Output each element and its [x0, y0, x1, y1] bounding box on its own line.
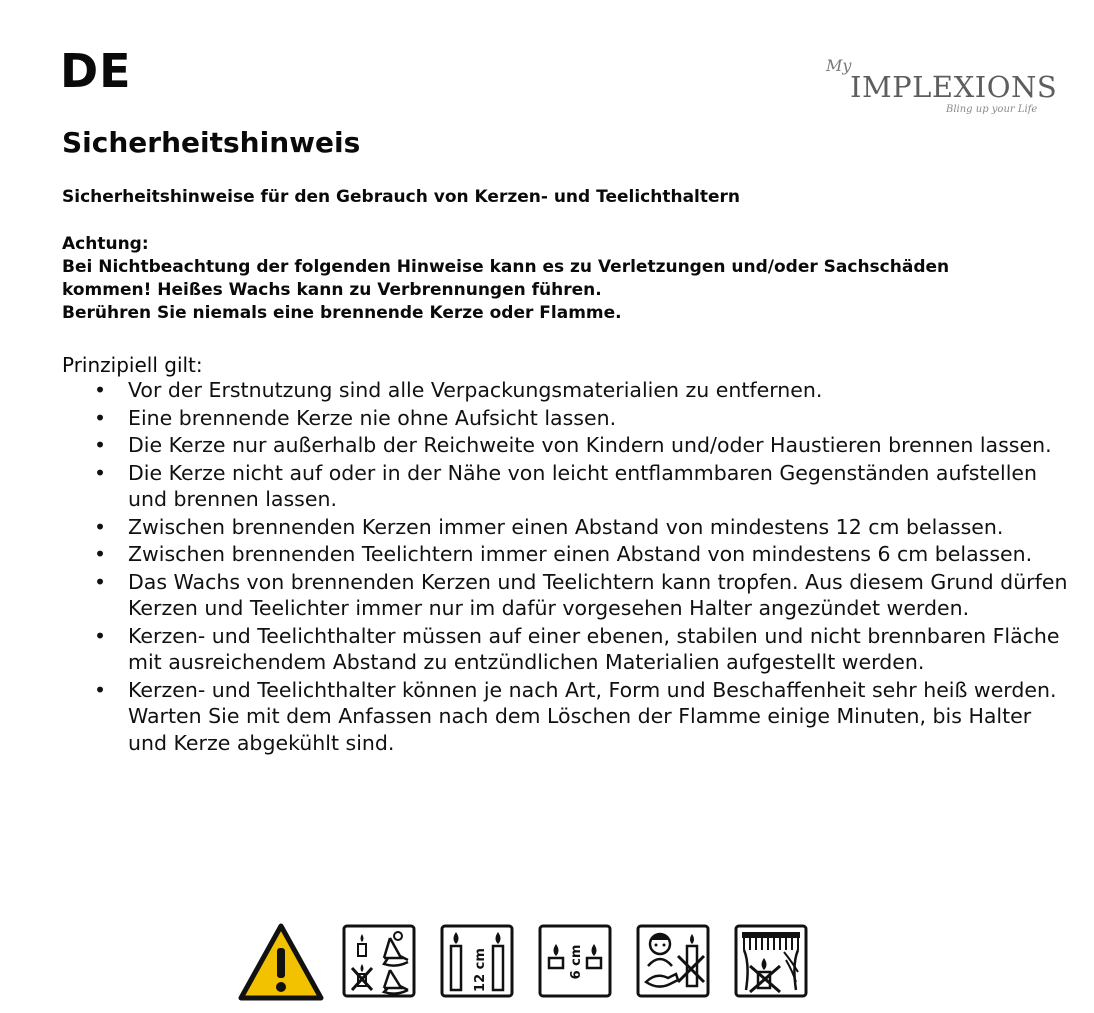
- bullet-icon: •: [94, 623, 107, 648]
- list-item-text: Zwischen brennenden Teelichtern immer einen Abstand von mindestens 6 cm belassen.: [128, 542, 1033, 566]
- list-item-text: Kerzen- und Teelichthalter müssen auf einer ebenen, stabilen und nicht brennbaren Fläche mit ausreichendem Abstand zu entzündlichen Materialien aufgestellt werden.: [128, 623, 1060, 674]
- warning-line: Berühren Sie niemals eine brennende Kerze oder Flamme.: [62, 303, 622, 323]
- warning-triangle-icon: [238, 922, 324, 1002]
- bullet-icon: •: [94, 542, 107, 566]
- warning-heading: Achtung:: [62, 234, 149, 254]
- list-item: [94, 432, 1069, 459]
- warning-line: kommen! Heißes Wachs kann zu Verbrennungen führen.: [62, 280, 602, 300]
- list-item-text: Kerzen- und Teelichthalter können je nach Art, Form und Beschaffenheit sehr heiß werden. Warten Sie mit dem Anfassen nach dem Löschen der Flamme einige Minuten, bis Halter und Kerze abgekühlt sind.: [128, 677, 1057, 755]
- list-item: [94, 460, 1069, 513]
- language-code: DE: [60, 44, 132, 98]
- safety-rules-list: [94, 377, 1069, 757]
- bullet-icon: •: [94, 460, 107, 485]
- intro-text: Prinzipiell gilt:: [62, 353, 203, 377]
- list-item-text: Die Kerze nur außerhalb der Reichweite von Kindern und/oder Haustieren brennen lassen.: [128, 433, 1052, 457]
- page-title: Sicherheitshinweis: [62, 126, 361, 159]
- list-item: [94, 377, 1069, 404]
- safety-icons-row: [238, 922, 838, 1002]
- distance-12-label: 12 cm: [473, 948, 488, 992]
- list-item: [94, 541, 1069, 568]
- warning-line: Bei Nichtbeachtung der folgenden Hinweise kann es zu Verletzungen und/oder Sachschäden: [62, 257, 950, 277]
- distance-6-label: 6 cm: [569, 944, 584, 980]
- no-candle-near-chair-icon: [342, 924, 416, 998]
- bullet-icon: •: [94, 514, 107, 539]
- bullet-icon: •: [94, 378, 107, 402]
- logo-tagline: Bling up your Life: [946, 104, 1038, 115]
- list-item: [94, 623, 1069, 676]
- warning-block: [62, 233, 949, 325]
- list-item: [94, 514, 1069, 541]
- bullet-icon: •: [94, 677, 107, 702]
- list-item-text: Zwischen brennenden Kerzen immer einen Abstand von mindestens 12 cm belassen.: [128, 514, 1004, 539]
- list-item: [94, 405, 1069, 432]
- candle-distance-12cm-icon: [440, 924, 514, 998]
- list-item: [94, 569, 1069, 622]
- list-item-text: Das Wachs von brennenden Kerzen und Teelichtern kann tropfen. Aus diesem Grund dürfen Kerzen und Teelichter immer nur im dafür vorgesehen Halter angezündet werden.: [128, 569, 1068, 620]
- bullet-icon: •: [94, 569, 107, 594]
- page-subtitle: Sicherheitshinweise für den Gebrauch von Kerzen- und Teelichthaltern: [62, 187, 741, 207]
- list-item-text: Eine brennende Kerze nie ohne Aufsicht lassen.: [128, 405, 617, 430]
- logo-my-text: My: [826, 56, 852, 75]
- no-candle-near-curtains-icon: [734, 924, 808, 998]
- bullet-icon: •: [94, 405, 107, 430]
- logo-brand-text: IMPLEXIONS: [850, 70, 1058, 104]
- tealight-distance-6cm-icon: [538, 924, 612, 998]
- brand-logo: [822, 56, 1058, 122]
- keep-away-children-pets-icon: [636, 924, 710, 998]
- list-item-text: Vor der Erstnutzung sind alle Verpackungsmaterialien zu entfernen.: [128, 378, 823, 402]
- list-item-text: Die Kerze nicht auf oder in der Nähe von leicht entflammbaren Gegenständen aufstellen und brennen lassen.: [128, 460, 1038, 511]
- list-item: [94, 677, 1069, 757]
- bullet-icon: •: [94, 433, 107, 457]
